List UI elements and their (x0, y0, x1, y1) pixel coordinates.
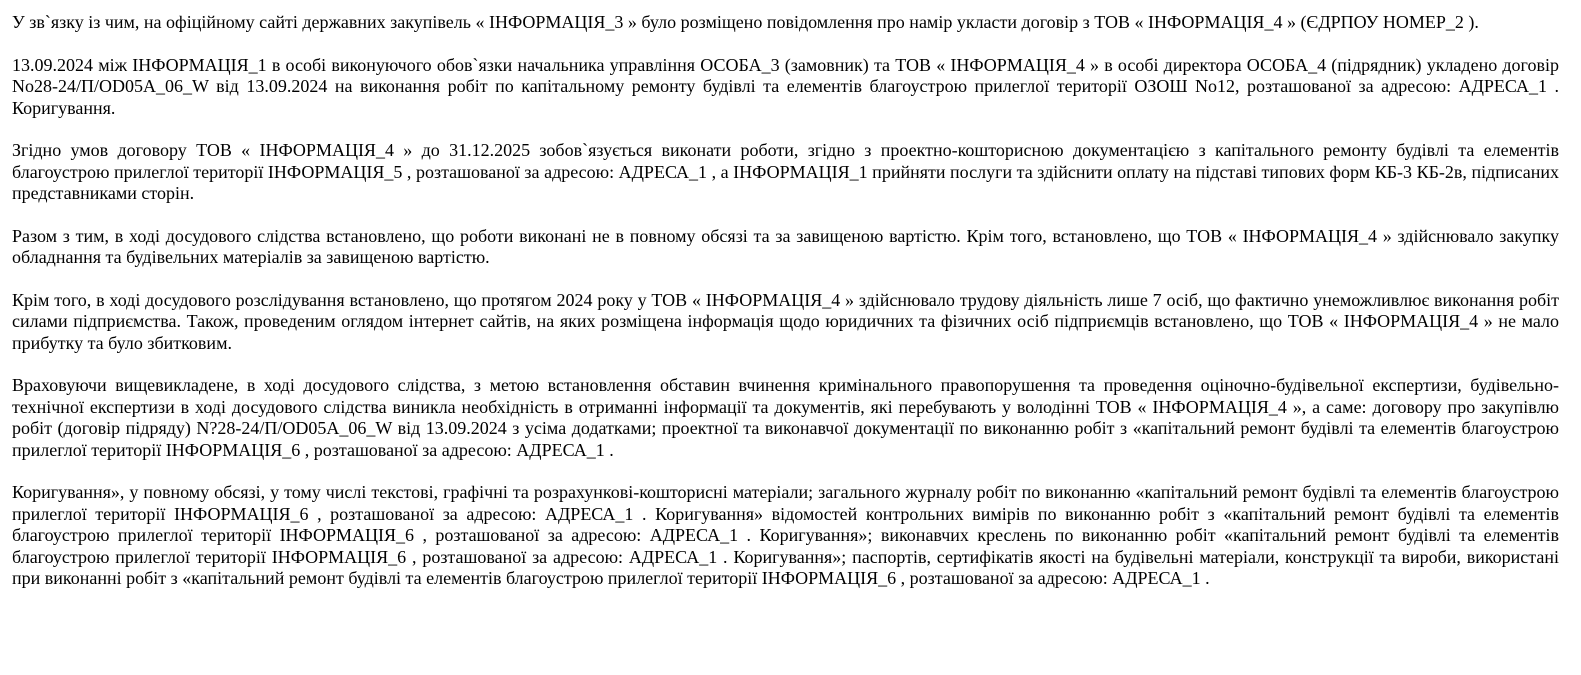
paragraph-staff-findings: Крім того, в ході досудового розслідування встановлено, що протягом 2024 року у ТОВ « ІНФОРМАЦІЯ_4 » здійснювало трудову діяльність лише 7 осіб, що фактично унеможливлює виконання робіт силами підприємства. Також, проведеним оглядом інтернет сайтів, на яких розміщена інформація щодо юридичних та фізичних осіб підприємців встановлено, що ТОВ « ІНФОРМАЦІЯ_4 » не мало прибутку та було збитковим. (12, 289, 1559, 353)
paragraph-documents-needed: Враховуючи вищевикладене, в ході досудового слідства, з метою встановлення обставин вчинення кримінального правопорушення та проведення оціночно-будівельної експертизи, будівельно-технічної експертизи в ході досудового слідства виникла необхідність в отриманні інформації та документів, які перебувають у володінні ТОВ « ІНФОРМАЦІЯ_4 », а саме: договору про закупівлю робіт (договір підряду) N?28-24/П/OD05A_06_W від 13.09.2024 з усіма додатками; проектної та виконавчої документації по виконанню робіт з «капітальний ремонт будівлі та елементів благоустрою прилеглої території ІНФОРМАЦІЯ_6 , розташованої за адресою: АДРЕСА_1 . (12, 375, 1559, 460)
paragraph-investigation-findings: Разом з тим, в ході досудового слідства встановлено, що роботи виконані не в повному обсязі та за завищеною вартістю. Крім того, встановлено, що ТОВ « ІНФОРМАЦІЯ_4 » здійснювало закупку обладнання та будівельних матеріалів за завищеною вартістю. (12, 225, 1559, 267)
paragraph-documents-list: Коригування», у повному обсязі, у тому числі текстові, графічні та розрахункові-кошторисні матеріали; загального журналу робіт по виконанню «капітальний ремонт будівлі та елементів благоустрою прилеглої території ІНФОРМАЦІЯ_6 , розташованої за адресою: АДРЕСА_1 . Коригування» відомостей контрольних вимірів по виконанню робіт з «капітальний ремонт будівлі та елементів благоустрою прилеглої території ІНФОРМАЦІЯ_6 , розташованої за адресою: АДРЕСА_1 . Коригування»; виконавчих креслень по виконанню робіт «капітальний ремонт будівлі та елементів благоустрою прилеглої території ІНФОРМАЦІЯ_6 , розташованої за адресою: АДРЕСА_1 . Коригування»; паспортів, сертифікатів якості на будівельні матеріали, конструкції та вироби, використані при виконанні робіт з «капітальний ремонт будівлі та елементів благоустрою прилеглої території ІНФОРМАЦІЯ_6 , розташованої за адресою: АДРЕСА_1 . (12, 482, 1559, 588)
paragraph-procurement-notice: У зв`язку із чим, на офіційному сайті державних закупівель « ІНФОРМАЦІЯ_3 » було розміщено повідомлення про намір укласти договір з ТОВ « ІНФОРМАЦІЯ_4 » (ЄДРПОУ НОМЕР_2 ). (12, 12, 1479, 32)
paragraph-contract-terms: Згідно умов договору ТОВ « ІНФОРМАЦІЯ_4 » до 31.12.2025 зобов`язується виконати роботи, згідно з проектно-кошторисною документацією з капітального ремонту будівлі та елементів благоустрою прилеглої території ІНФОРМАЦІЯ_5 , розташованої за адресою: АДРЕСА_1 , а ІНФОРМАЦІЯ_1 прийняти послуги та здійснити оплату на підставі типових форм КБ-3 КБ-2в, підписаних представниками сторін. (12, 140, 1559, 203)
paragraph-contract-signed: 13.09.2024 між ІНФОРМАЦІЯ_1 в особі виконуючого обов`язки начальника управління ОСОБА_3 (замовник) та ТОВ « ІНФОРМАЦІЯ_4 » в особі директора ОСОБА_4 (підрядник) укладено договір No28-24/П/OD05A_06_W від 13.09.2024 на виконання робіт по капітальному ремонту будівлі та елементів благоустрою прилеглої території ОЗОШ No12, розташованої за адресою: АДРЕСА_1 . Коригування. (12, 54, 1559, 118)
